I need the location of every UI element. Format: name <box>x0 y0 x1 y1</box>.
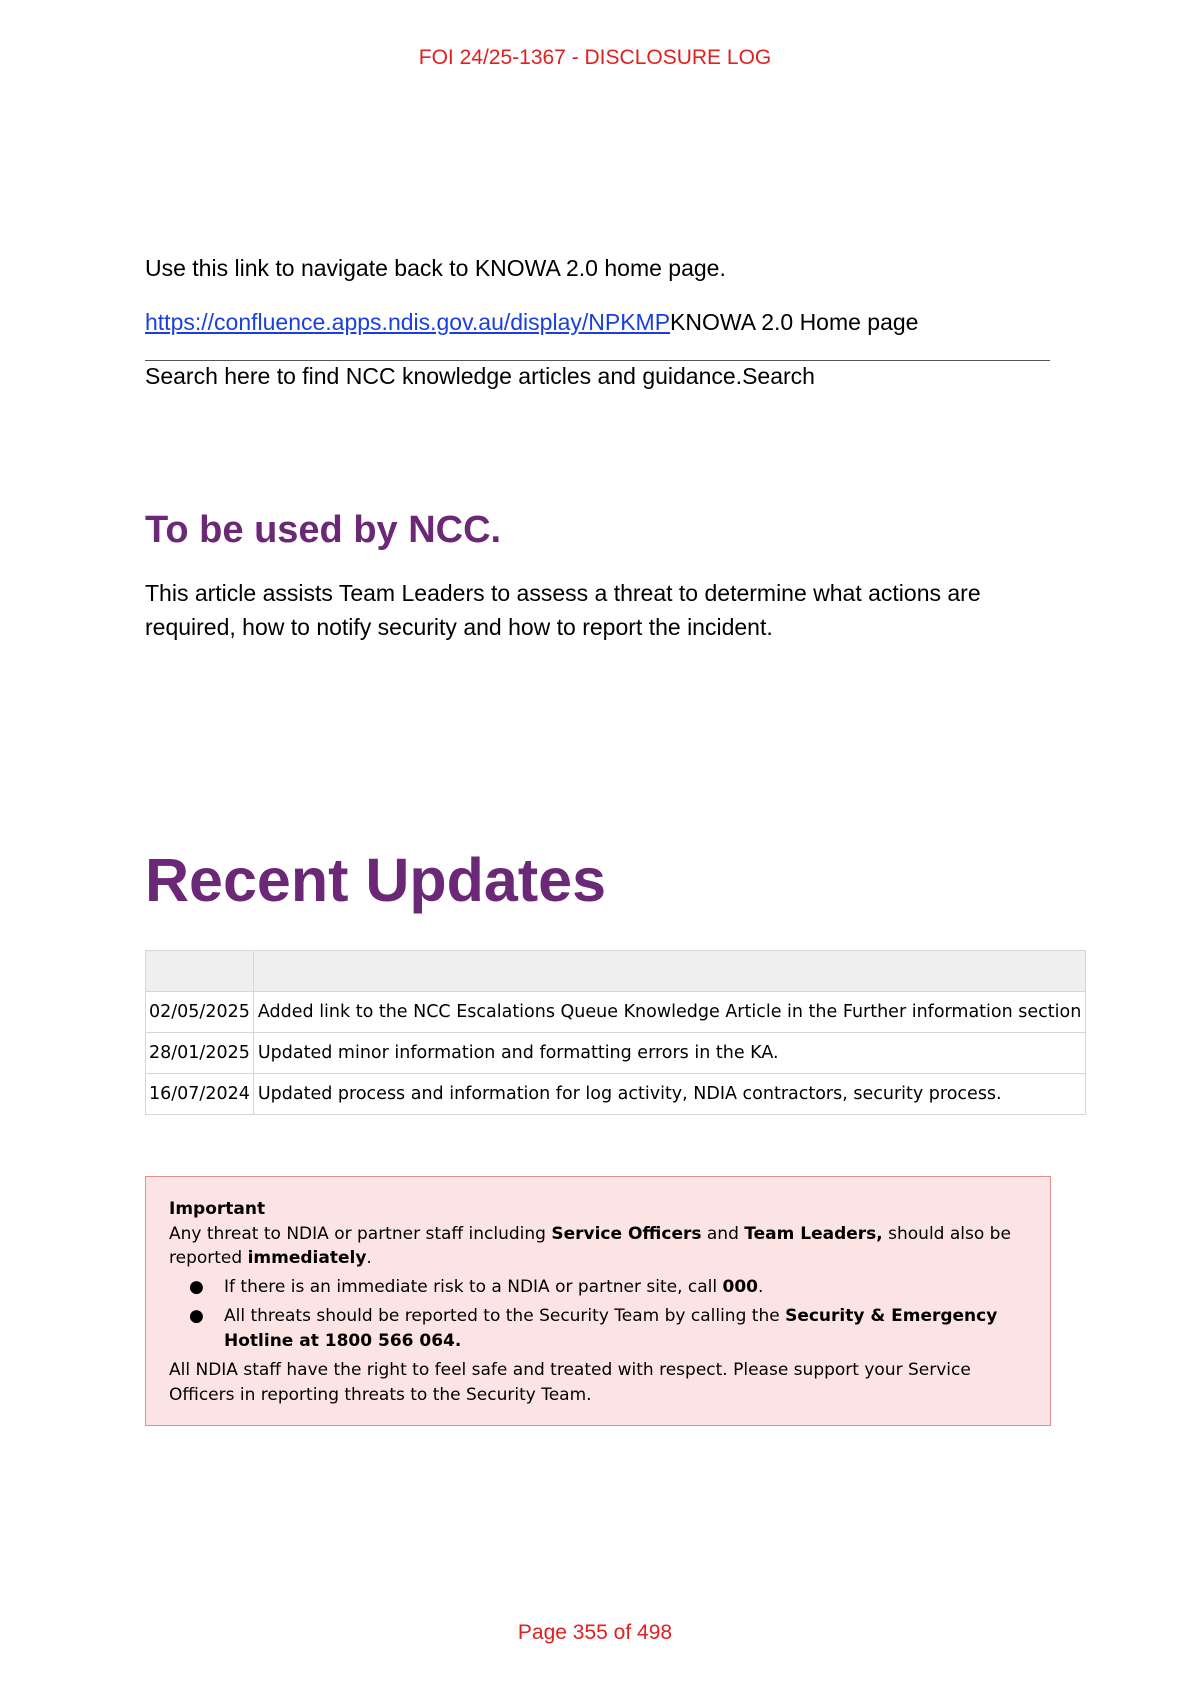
update-text: Added link to the NCC Escalations Queue Knowledge Article in the Further information section <box>253 992 1085 1033</box>
page-number: Page 355 of 498 <box>517 1621 673 1644</box>
disclosure-log-header: FOI 24/25-1367 - DISCLOSURE LOG <box>418 46 772 69</box>
ncc-description: This article assists Team Leaders to assess a threat to determine what actions are required, how to notify security and how to report the incident. <box>145 580 981 640</box>
update-text: Updated minor information and formatting errors in the KA. <box>253 1033 1085 1074</box>
list-item: ● All threats should be reported to the Security Team by calling the Security & Emergency Hotline at 1800 566 064. <box>189 1306 998 1351</box>
search-description: Search here to find NCC knowledge articles and guidance. <box>145 363 743 389</box>
knowa-home-link[interactable]: https://confluence.apps.ndis.gov.au/display/NPKMP <box>145 309 671 335</box>
bullet-icon: ● <box>189 1306 204 1326</box>
update-date: 16/07/2024 <box>146 1074 254 1115</box>
important-title: Important <box>169 1199 266 1219</box>
important-closing: All NDIA staff have the right to feel safe and treated with respect. Please support your Service Officers in reporting threats to the Security Team. <box>169 1360 971 1405</box>
update-date: 02/05/2025 <box>146 992 254 1033</box>
list-item: ● If there is an immediate risk to a NDIA or partner site, call 000. <box>169 1275 1028 1300</box>
table-header-description <box>253 951 1085 992</box>
important-list <box>169 1275 1028 1354</box>
table-header-date <box>146 951 254 992</box>
recent-updates-heading: Recent Updates <box>145 846 607 914</box>
important-intro: Any threat to NDIA or partner staff including Service Officers and Team Leaders, should also be reported immediately. <box>169 1223 1011 1268</box>
nav-link-row <box>145 309 918 336</box>
recent-updates-table <box>145 950 1086 1115</box>
table-header-row <box>146 951 1086 992</box>
table-row <box>146 1074 1086 1115</box>
update-text: Updated process and information for log activity, NDIA contractors, security process. <box>253 1074 1085 1115</box>
important-panel <box>145 1176 1051 1426</box>
search-link[interactable]: Search <box>742 363 815 389</box>
table-row <box>146 992 1086 1033</box>
search-row <box>145 363 815 390</box>
nav-intro-text: Use this link to navigate back to KNOWA 2.0 home page. <box>145 255 726 281</box>
table-row <box>146 1033 1086 1074</box>
update-date: 28/01/2025 <box>146 1033 254 1074</box>
divider <box>145 360 1050 361</box>
knowa-home-label: KNOWA 2.0 Home page <box>670 309 919 335</box>
bullet-icon: ● <box>189 1276 204 1297</box>
ncc-heading: To be used by NCC. <box>145 509 502 551</box>
